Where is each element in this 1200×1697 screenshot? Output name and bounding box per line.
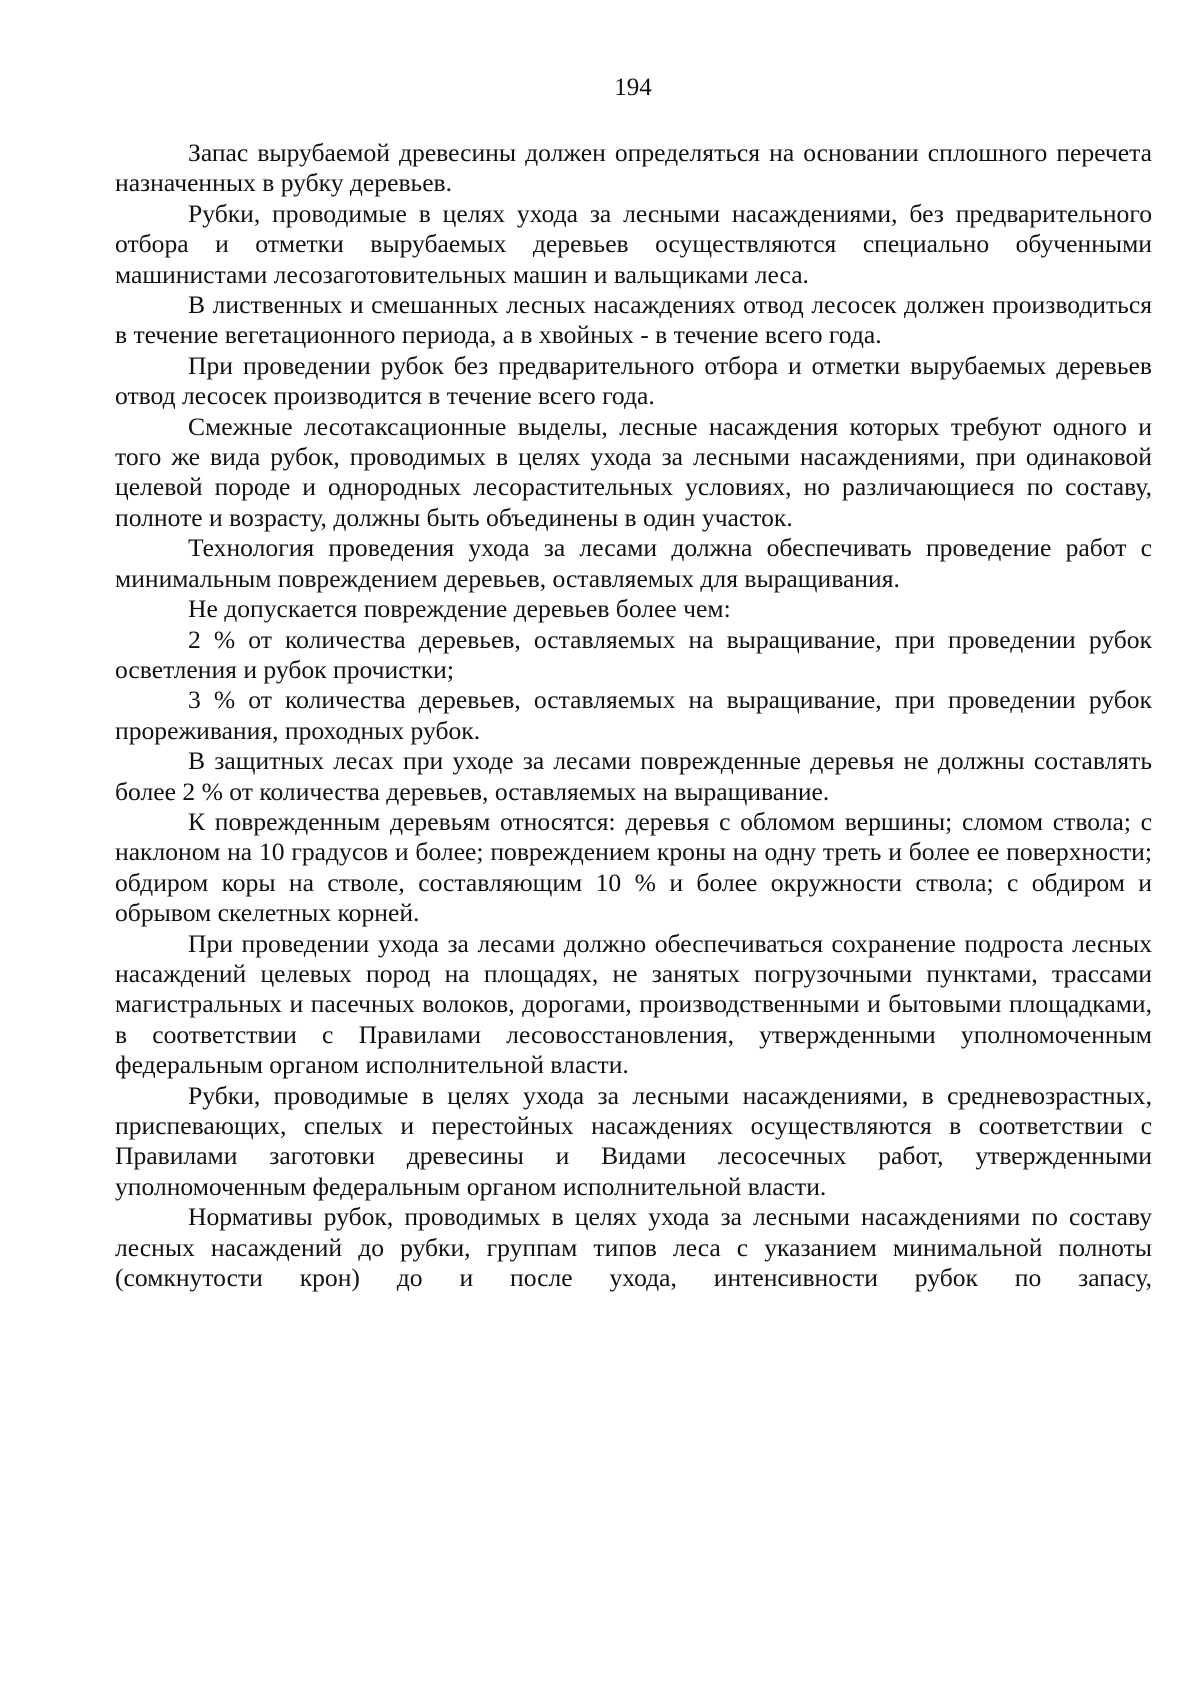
paragraph: 3 % от количества деревьев, оставляемых на выращивание, при проведении рубок прореживания, проходных рубок. <box>115 685 1152 745</box>
paragraph: 2 % от количества деревьев, оставляемых на выращивание, при проведении рубок осветления и рубок прочистки; <box>115 624 1152 684</box>
paragraph: Смежные лесотаксационные выделы, лесные насаждения которых требуют одного и того же вида рубок, проводимых в целях ухода за лесными насаждениями, при одинаковой целевой породе и однородных лесорастительных условиях, но различающиеся по составу, полноте и возрасту, должны быть объединены в один участок. <box>115 411 1152 532</box>
page-number: 194 <box>614 74 652 101</box>
paragraph: Рубки, проводимые в целях ухода за лесными насаждениями, в средневозрастных, приспевающих, спелых и перестойных насаждениях осуществляются в соответствии с Правилами заготовки древесины и Видами лесосечных работ, утвержденными уполномоченным федеральным органом исполнительной власти. <box>115 1080 1152 1201</box>
paragraph: Рубки, проводимые в целях ухода за лесными насаждениями, без предварительного отбора и отметки вырубаемых деревьев осуществляются специально обученными машинистами лесозаготовительных машин и вальщиками леса. <box>115 198 1152 289</box>
paragraph: Запас вырубаемой древесины должен определяться на основании сплошного перечета назначенных в рубку деревьев. <box>115 138 1152 198</box>
paragraph: В защитных лесах при уходе за лесами поврежденные деревья не должны составлять более 2 % от количества деревьев, оставляемых на выращивание. <box>115 746 1152 806</box>
body-text <box>115 138 1152 1293</box>
paragraph: В лиственных и смешанных лесных насаждениях отвод лесосек должен производиться в течение вегетационного периода, а в хвойных - в течение всего года. <box>115 290 1152 350</box>
paragraph: Не допускается повреждение деревьев более чем: <box>188 594 731 624</box>
paragraph: Нормативы рубок, проводимых в целях ухода за лесными насаждениями по составу лесных насаждений до рубки, группам типов леса с указанием минимальной полноты (сомкнутости крон) до и после ухода, интенсивности рубок по запасу, <box>115 1202 1152 1293</box>
paragraph: При проведении ухода за лесами должно обеспечиваться сохранение подроста лесных насаждений целевых пород на площадях, не занятых погрузочными пунктами, трассами магистральных и пасечных волоков, дорогами, производственными и бытовыми площадками, в соответствии с Правилами лесовосстановления, утвержденными уполномоченным федеральным органом исполнительной власти. <box>115 928 1152 1080</box>
paragraph: При проведении рубок без предварительного отбора и отметки вырубаемых деревьев отвод лесосек производится в течение всего года. <box>115 350 1152 411</box>
paragraph: Технология проведения ухода за лесами должна обеспечивать проведение работ с минимальным повреждением деревьев, оставляемых для выращивания. <box>115 533 1152 593</box>
paragraph: К поврежденным деревьям относятся: деревья с обломом вершины; сломом ствола; с наклоном на 10 градусов и более; повреждением кроны на одну треть и более ее поверхности; обдиром коры на стволе, составляющим 10 % и более окружности ствола; с обдиром и обрывом скелетных корней. <box>115 806 1152 928</box>
